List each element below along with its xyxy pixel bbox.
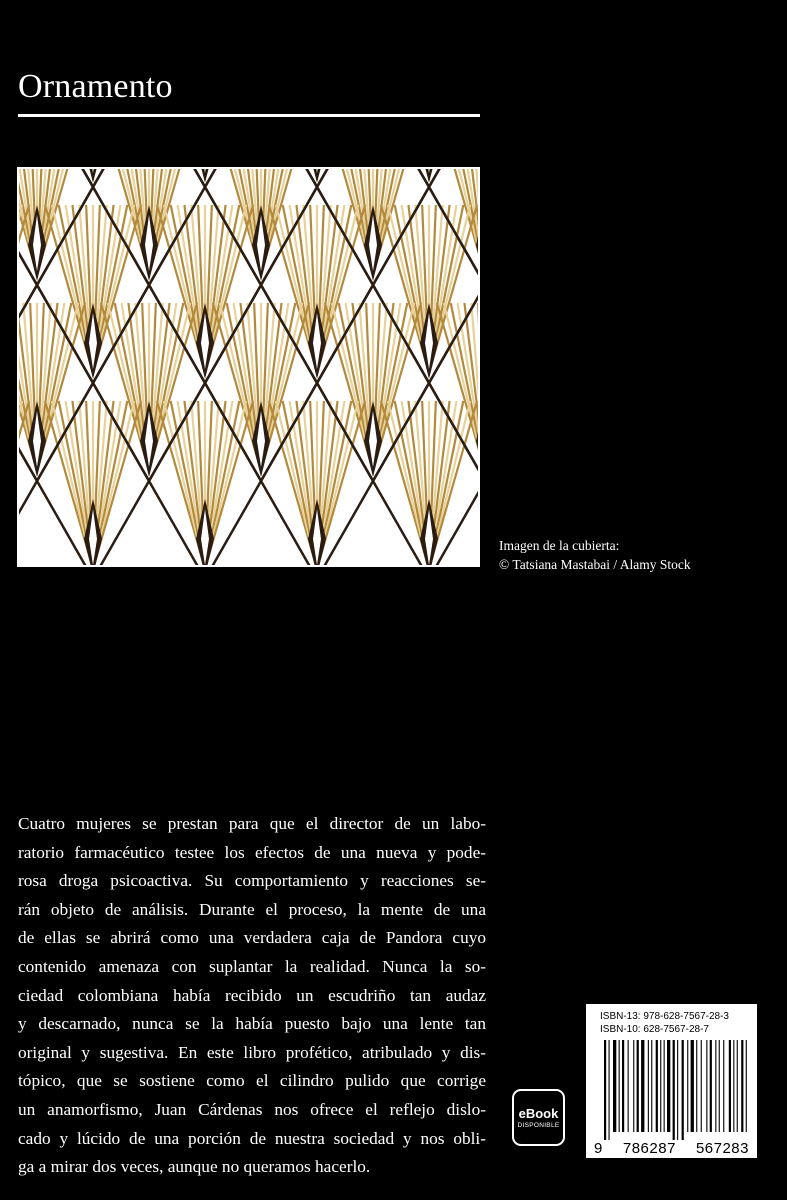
barcode-digits-right: 567283 xyxy=(695,1140,749,1157)
image-credit-label: Imagen de la cubierta: xyxy=(499,538,620,553)
barcode-bars xyxy=(592,1040,751,1140)
ebook-badge-label: eBook xyxy=(518,1105,559,1121)
barcode-digits xyxy=(592,1140,751,1157)
blurb-line: un anamorfismo, Juan Cárdenas nos ofrece el reflejo dislo- xyxy=(18,1099,486,1119)
blurb-line: rán objeto de análisis. Durante el proceso, la mente de una xyxy=(18,899,486,919)
art-deco-pattern-graphic xyxy=(17,167,480,567)
image-credit-owner: © Tatsiana Mastabai / Alamy Stock xyxy=(499,557,691,572)
blurb-line: ratorio farmacéutico testee los efectos de una nueva y pode- xyxy=(18,842,486,862)
barcode-digit-lead: 9 xyxy=(594,1140,603,1157)
cover-image-art-deco-pattern xyxy=(17,167,480,567)
blurb-line: contenido amenaza con suplantar la realidad. Nunca la so- xyxy=(18,956,486,976)
blurb-line: ciedad colombiana había recibido un escudriño tan audaz xyxy=(18,985,486,1005)
ebook-badge-sublabel: DISPONIBLE xyxy=(517,1121,560,1129)
blurb-line: cado y lúcido de una porción de nuestra sociedad y nos obli- xyxy=(18,1128,486,1148)
back-cover-blurb xyxy=(18,810,486,1182)
blurb-line: tópico, que se sostiene como el cilindro pulido que corrige xyxy=(18,1071,486,1091)
book-title: Ornamento xyxy=(18,68,173,105)
blurb-line: Cuatro mujeres se prestan para que el director de un labo- xyxy=(18,814,486,833)
blurb-line: ga a mirar dos veces, aunque no queramos hacerlo. xyxy=(18,1157,371,1177)
image-credit xyxy=(499,536,691,574)
ebook-available-badge xyxy=(512,1089,565,1146)
barcode-digits-left: 786287 xyxy=(622,1140,676,1157)
isbn-barcode xyxy=(586,1004,757,1158)
blurb-line: rosa droga psicoactiva. Su comportamiento y reacciones se- xyxy=(18,871,486,891)
blurb-line: de ellas se abrirá como una verdadera caja de Pandora cuyo xyxy=(18,928,486,948)
blurb-line: y descarnado, nunca se la había puesto bajo una lente tan xyxy=(18,1014,486,1034)
title-divider xyxy=(18,114,480,117)
isbn-13: ISBN-13: 978-628-7567-28-3 xyxy=(600,1011,729,1022)
blurb-line: original y sugestiva. En este libro profético, atribulado y dis- xyxy=(18,1042,486,1062)
isbn-10: ISBN-10: 628-7567-28-7 xyxy=(600,1024,709,1035)
